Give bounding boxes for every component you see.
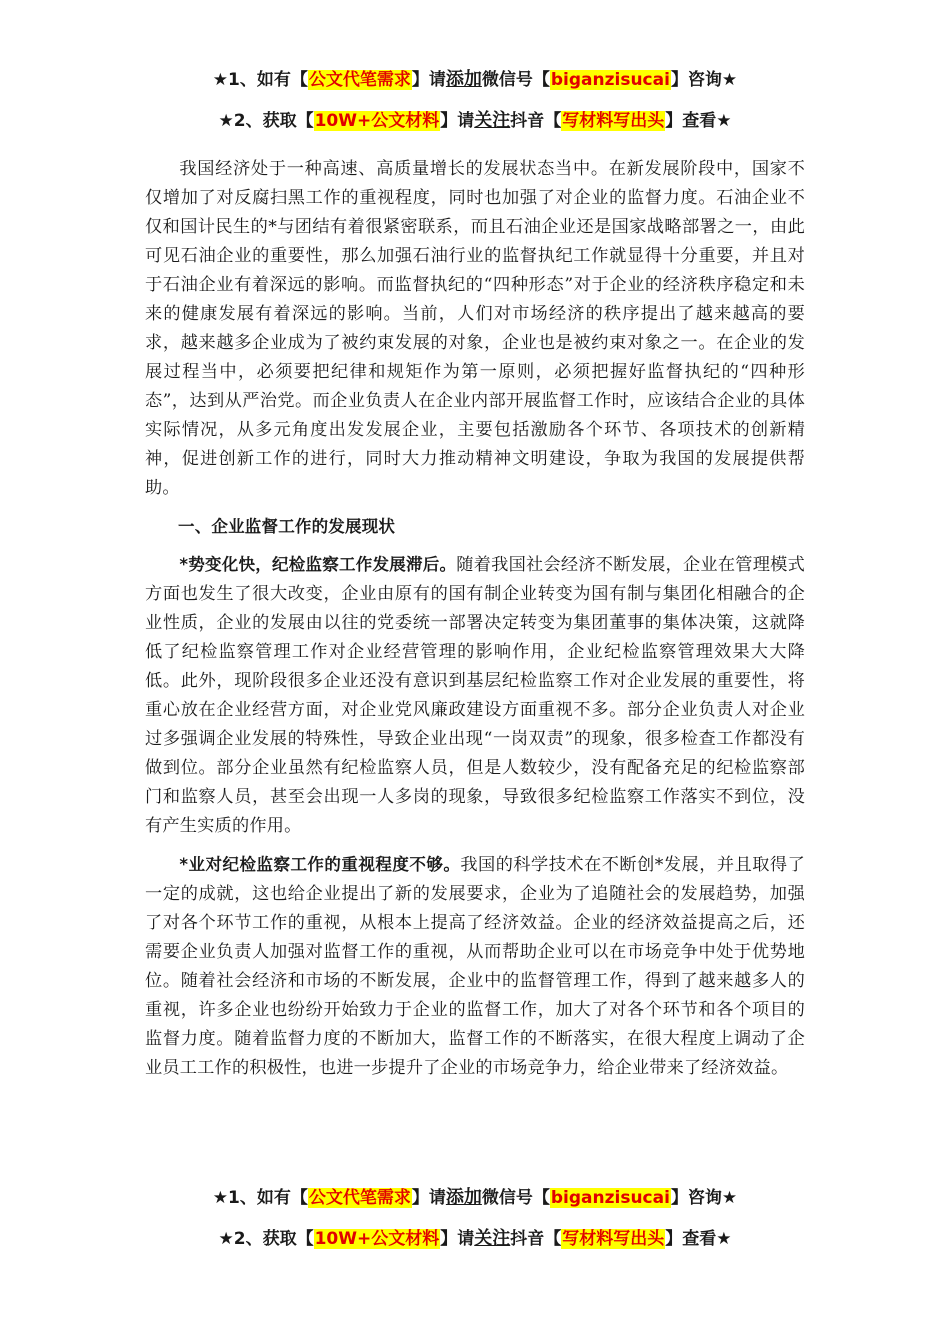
banner-highlight: 公文代笔需求: [308, 1188, 411, 1208]
paragraph-intro: 我国经济处于一种高速、高质量增长的发展状态当中。在新发展阶段中，国家不仅增加了对反腐扫黑工作的重视程度，同时也加强了对企业的监督力度。石油企业不仅和国计民生的*与团结有着很紧密联系，而且石油企业还是国家战略部署之一，由此可见石油企业的重要性，那么加强石油行业的监督执纪工作就显得十分重要，并且对于石油企业有着深远的影响。而监督执纪的“四种形态”对于企业的经济秩序稳定和未来的健康发展有着深远的影响。当前，人们对市场经济的秩序提出了越来越高的要求，越来越多企业成为了被约束发展的对象，企业也是被约束对象之一。在企业的发展过程当中，必须要把纪律和规矩作为第一原则，必须把握好监督执纪的“四种形态”，达到从严治党。而企业负责人在企业内部开展监督工作时，应该结合企业的具体实际情况，从多元角度出发发展企业，主要包括激励各个环节、各项技术的创新精神，促进创新工作的进行，同时大力推动精神文明建设，争取为我国的发展提供帮助。: [145, 159, 805, 498]
banner-highlight-wechat-id: biganzisucai: [550, 70, 670, 90]
banner-underlined-text: 关注: [474, 1228, 511, 1249]
paragraph-body: 我国的科学技术在不断创*发展，并且取得了一定的成就，这也给企业提出了新的发展要求，企业为了追随社会的发展趋势，加强了对各个环节工作的重视，从根本上提高了经济效益。企业的经济效益提高之后，还需要企业负责人加强对监督工作的重视，从而帮助企业可以在市场竞争中处于优势地位。随着社会经济和市场的不断发展，企业中的监督管理工作，得到了越来越多人的重视，许多企业也纷纷开始致力于企业的监督工作，加大了对各个环节和各个项目的监督力度。随着监督力度的不断加大，监督工作的不断落实，在很大程度上调动了企业员工工作的积极性，也进一步提升了企业的市场竞争力，给企业带来了经济效益。: [145, 855, 805, 1078]
banner-text: 抖音【: [510, 111, 562, 131]
banner-text: 微信号【: [481, 1188, 550, 1208]
banner-text: 微信号【: [481, 70, 550, 90]
banner-text: 】查看★: [665, 111, 732, 131]
banner-text: 抖音【: [510, 1229, 562, 1249]
banner-text: 】请: [440, 111, 475, 131]
banner-text: ★2、获取【: [218, 111, 314, 131]
banner-text: 】请: [440, 1229, 475, 1249]
banner-highlight-wechat-id: biganzisucai: [550, 1188, 670, 1208]
document-body: [145, 155, 805, 1092]
banner-text: ★1、如有【: [212, 70, 308, 90]
section-heading: 一、企业监督工作的发展现状: [178, 517, 396, 536]
banner-underlined-text: 关注: [474, 110, 511, 131]
paragraph-body: 随着我国社会经济不断发展，企业在管理模式方面也发生了很大改变，企业由原有的国有制企业转变为国有制与集团化相融合的企业性质，企业的发展由以往的党委统一部署决定转变为集团董事的集体决策，这就降低了纪检监察管理工作对企业经营管理的影响作用，企业纪检监察管理效果大大降低。此外，现阶段很多企业还没有意识到基层纪检监察工作对企业发展的重要性，将重心放在企业经营方面，对企业党风廉政建设方面重视不多。部分企业负责人对企业过多强调企业发展的特殊性，导致企业出现“一岗双责”的现象，很多检查工作都没有做到位。部分企业虽然有纪检监察人员，但是人数较少，没有配备充足的纪检监察部门和监察人员，甚至会出现一人多岗的现象，导致很多纪检监察工作落实不到位，没有产生实质的作用。: [145, 555, 805, 836]
banner-text: ★1、如有【: [212, 1188, 308, 1208]
banner-text: 】请: [411, 1188, 446, 1208]
banner-text: ★2、获取【: [218, 1229, 314, 1249]
banner-highlight: 10W+公文材料: [314, 1229, 440, 1249]
top-banner-line-1: [0, 68, 950, 92]
banner-text: 】咨询★: [670, 70, 738, 90]
top-banner-line-2: [0, 109, 950, 133]
paragraph-attention: [145, 850, 805, 1083]
banner-highlight-douyin-id: 写材料写出头: [562, 1229, 665, 1249]
banner-highlight-douyin-id: 写材料写出头: [562, 111, 665, 131]
banner-text: 】查看★: [665, 1229, 732, 1249]
banner-underlined-text: 添加: [445, 1187, 482, 1208]
bottom-banner-line-1: [0, 1186, 950, 1210]
banner-text: 】请: [411, 70, 446, 90]
banner-highlight: 10W+公文材料: [314, 111, 440, 131]
banner-text: 】咨询★: [670, 1188, 738, 1208]
paragraph-lead: *业对纪检监察工作的重视程度不够。: [179, 855, 461, 874]
paragraph-lead: *势变化快，纪检监察工作发展滞后。: [179, 555, 457, 574]
paragraph-situation: [145, 550, 805, 841]
banner-highlight: 公文代笔需求: [308, 70, 411, 90]
bottom-banner-line-2: [0, 1227, 950, 1251]
banner-underlined-text: 添加: [445, 69, 482, 90]
